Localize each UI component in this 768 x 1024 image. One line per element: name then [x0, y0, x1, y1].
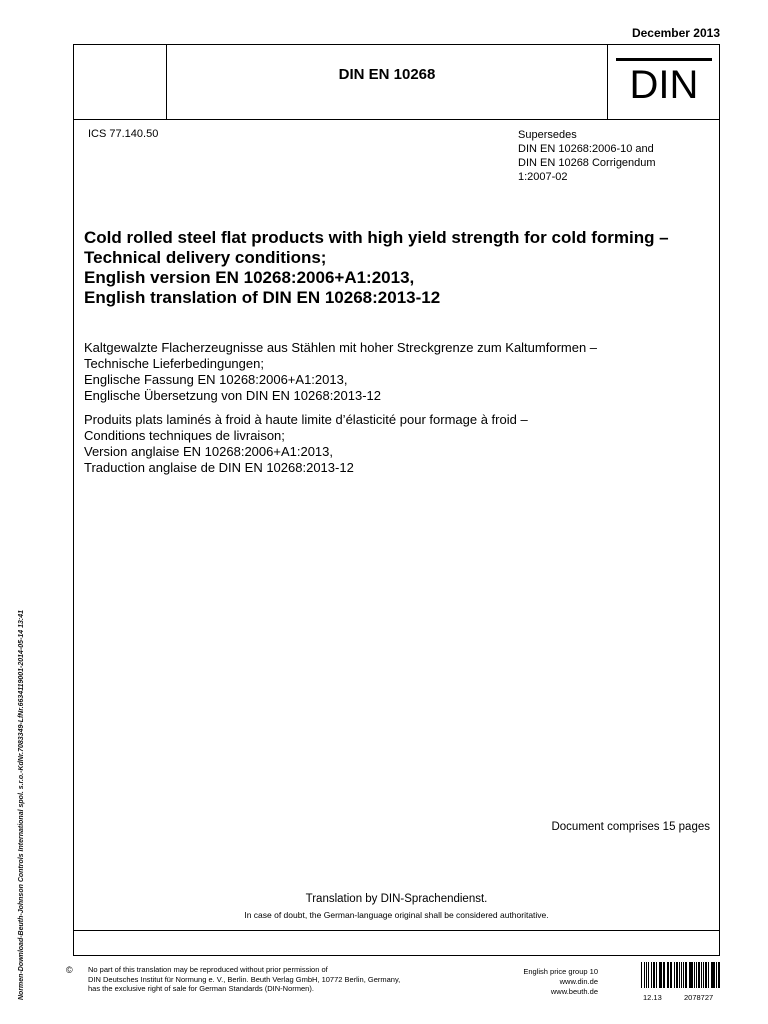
title-line: Technische Lieferbedingungen;: [84, 356, 264, 371]
barcode-bar: [668, 962, 669, 988]
authority-note: In case of doubt, the German-language original shall be considered authoritative.: [244, 910, 549, 920]
title-line: English version EN 10268:2006+A1:2013,: [84, 268, 415, 287]
barcode-bar: [670, 962, 672, 988]
barcode-bar: [667, 962, 668, 988]
standard-number: DIN EN 10268: [338, 66, 436, 83]
barcode-bar: [674, 962, 675, 988]
supersedes-line: DIN EN 10268:2006-10 and: [518, 143, 654, 155]
beuth-link[interactable]: www.beuth.de: [550, 987, 598, 996]
barcode-number: 2078727: [684, 993, 714, 1002]
barcode-bar: [716, 962, 717, 988]
barcode-bar: [641, 962, 642, 988]
barcode-bar: [690, 962, 692, 988]
barcode-bar: [708, 962, 709, 988]
header-divider: [73, 119, 720, 120]
barcode-bar: [703, 962, 704, 988]
barcode-bar: [711, 962, 712, 988]
barcode-bar: [701, 962, 702, 988]
barcode-bar: [718, 962, 720, 988]
barcode-bar: [681, 962, 682, 988]
page-count: Document comprises 15 pages: [551, 821, 710, 833]
barcode-bar: [698, 962, 700, 988]
barcode-bar: [648, 962, 649, 988]
title-line: English translation of DIN EN 10268:2013-12: [84, 288, 441, 307]
barcode-bar: [659, 962, 660, 988]
supersedes-line: Supersedes: [518, 129, 577, 141]
title-line: Cold rolled steel flat products with high yield strength for cold forming –: [84, 228, 669, 247]
title-line: Conditions techniques de livraison;: [84, 428, 285, 443]
publication-date: December 2013: [631, 26, 720, 40]
supersedes-block: [518, 128, 656, 184]
barcode-bar: [712, 962, 714, 988]
translation-note: Translation by DIN-Sprachendienst.: [305, 893, 488, 905]
title-line: Version anglaise EN 10268:2006+A1:2013,: [84, 444, 333, 459]
price-group: English price group 10: [523, 967, 598, 976]
barcode-bar: [679, 962, 680, 988]
german-title: [84, 340, 714, 404]
legal-line: DIN Deutsches Institut für Normung e. V., Berlin. Beuth Verlag GmbH, 10772 Berlin, Germany,: [88, 974, 401, 984]
barcode-bar: [644, 962, 645, 988]
english-title: [84, 228, 714, 308]
price-info: [470, 967, 598, 997]
legal-line: has the exclusive right of sale for German Standards (DIN-Normen).: [88, 984, 314, 993]
barcode-bar: [663, 962, 665, 988]
barcode-date: 12.13: [643, 993, 662, 1002]
barcode-bar: [651, 962, 652, 988]
ics-code: ICS 77.140.50: [88, 128, 159, 140]
title-line: Englische Fassung EN 10268:2006+A1:2013,: [84, 372, 348, 387]
header-right-divider: [607, 44, 608, 120]
barcode-bar: [676, 962, 678, 988]
barcode-bar: [689, 962, 690, 988]
barcode-bar: [683, 962, 684, 988]
title-line: Produits plats laminés à froid à haute limite d’élasticité pour formage à froid –: [84, 412, 528, 427]
barcode-bar: [656, 962, 657, 988]
barcode-bar: [653, 962, 655, 988]
barcode-bar: [660, 962, 662, 988]
supersedes-line: 1:2007-02: [518, 171, 568, 183]
logo-text: DIN: [629, 63, 699, 104]
legal-line: No part of this translation may be reproduced without prior permission of: [88, 965, 328, 974]
title-line: Kaltgewalzte Flacherzeugnisse aus Stählen mit hoher Streckgrenze zum Kaltumformen –: [84, 340, 598, 355]
copyright-icon: ©: [66, 965, 73, 975]
title-line: Traduction anglaise de DIN EN 10268:2013-12: [84, 460, 354, 475]
barcode-bar: [646, 962, 648, 988]
legal-notice: [88, 965, 400, 994]
barcode-bar: [685, 962, 687, 988]
barcode-bar: [694, 962, 695, 988]
footer-divider: [73, 930, 720, 931]
barcode-bar: [705, 962, 707, 988]
title-line: Englische Übersetzung von DIN EN 10268:2013-12: [84, 388, 382, 403]
barcode: [641, 962, 721, 988]
barcode-bar: [696, 962, 697, 988]
french-title: [84, 412, 714, 476]
supersedes-line: DIN EN 10268 Corrigendum: [518, 157, 656, 169]
din-link[interactable]: www.din.de: [559, 977, 598, 986]
din-logo: [616, 58, 712, 104]
title-line: Technical delivery conditions;: [84, 248, 327, 267]
download-watermark: Normen-Download-Beuth-Johnson Controls International spol. s.r.o.-KdNr.7083349-LfNr.6634119001-2014-05-14 13:41: [18, 609, 25, 1000]
